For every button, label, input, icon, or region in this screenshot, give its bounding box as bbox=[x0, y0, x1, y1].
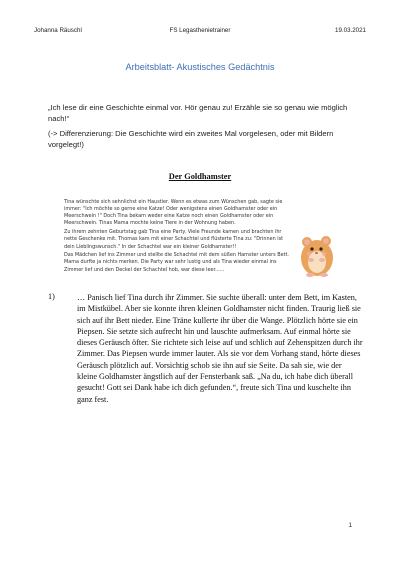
hamster-paw bbox=[319, 258, 325, 262]
hamster-ear-inner bbox=[323, 238, 329, 244]
hamster-paw bbox=[308, 258, 314, 262]
hamster-foot bbox=[320, 273, 328, 277]
hamster-nose bbox=[315, 252, 318, 254]
hamster-eye bbox=[319, 247, 322, 250]
story-paragraph: Das Mädchen lief ins Zimmer und stellte die Schachtel mit dem süßen Hamster unters Bett. Mama durfte ja nichts merken. Die Party war sehr lustig und als Tina wieder einmal ins Zimmer lief und den Deckel der Schachtel hob, war diese leer...... bbox=[64, 252, 289, 273]
list-item-text: … Panisch lief Tina durch ihr Zimmer. Sie suchte überall: unter dem Bett, im Kasten, im Mistkübel. Aber sie konnte ihren kleinen Goldhamster nicht finden. Traurig ließ sie sich auf ihr Bett nieder. Eine Träne kullerte ihr über die Wange. Plötzlich hörte sie ein Piepsen. Sie setzte sich aufrecht hin und lauschte aufmerksam. Auf einmal hörte sie dieses Geräusch öfter. Sie richtete sich leise auf und schlich auf Zehenspitzen durch ihr Zimmer. Das Piepsen wurde immer lauter. Als sie vor dem Vorhang stand, hörte dieses Geräusch plötzlich auf. Vorsichtig schob sie ihn auf sie Seite. Da sah sie, wie der kleine Goldhamster ängstlich auf der Fensterbank saß. „Na du, ich habe dich überall gesucht! Gott sei Dank habe ich dich gefunden.“, freute sich Tina und kuschelte ihn ganz fest. bbox=[77, 293, 363, 404]
hamster-cheek bbox=[322, 252, 326, 256]
hamster-ear-inner bbox=[304, 239, 310, 245]
header-date: 19.03.2021 bbox=[335, 27, 366, 34]
instruction-text: „Ich lese dir eine Geschichte einmal vor. Hör genau zu! Erzähle sie so genau wie möglich nach!“ bbox=[48, 103, 348, 123]
story-paragraph: Tina wünschte sich sehnlichst ein Haustier. Wenn es etwas zum Wünschen gab, sagte sie immer: "Ich möchte so gerne eine Katze! Oder wenigstens einen Goldhamster oder ein Meerschwein !" Doch Tina bekam weder eine Katze noch einen Goldhamster oder ein Meerschwein. Tinas Mama mochte keine Tiere in der Wohnung haben. bbox=[64, 199, 283, 227]
page-number: 1 bbox=[348, 522, 352, 529]
story-text-block bbox=[64, 199, 292, 274]
page-header bbox=[34, 27, 366, 37]
header-course: FS Legasthenietrainer bbox=[169, 27, 231, 34]
hamster-icon bbox=[290, 227, 342, 279]
story-excerpt bbox=[64, 199, 348, 281]
list-item-number: 1) bbox=[48, 292, 55, 301]
hamster-eye bbox=[310, 247, 313, 250]
hamster-cheek bbox=[307, 252, 311, 256]
worksheet-title: Arbeitsblatt- Akustisches Gedächtnis bbox=[125, 62, 275, 72]
hamster-foot bbox=[306, 273, 314, 277]
header-author: Johanna Räuschl bbox=[34, 27, 82, 34]
story-paragraph: Zu ihrem zehnten Geburtstag gab Tina eine Party. Viele Freunde kamen und brachten ihr nette Geschenke mit. Thomas kam mit einer Schachtel und flüsterte Tina zu: "Drinnen ist dein Lieblingswunsch." In der Schachtel war ein kleiner Goldhamster!! bbox=[64, 229, 284, 250]
differentiation-note: (-> Differenzierung: Die Geschichte wird ein zweites Mal vorgelesen, oder mit Bildern vorgelegt!) bbox=[48, 129, 334, 149]
story-title: Der Goldhamster bbox=[168, 172, 232, 181]
